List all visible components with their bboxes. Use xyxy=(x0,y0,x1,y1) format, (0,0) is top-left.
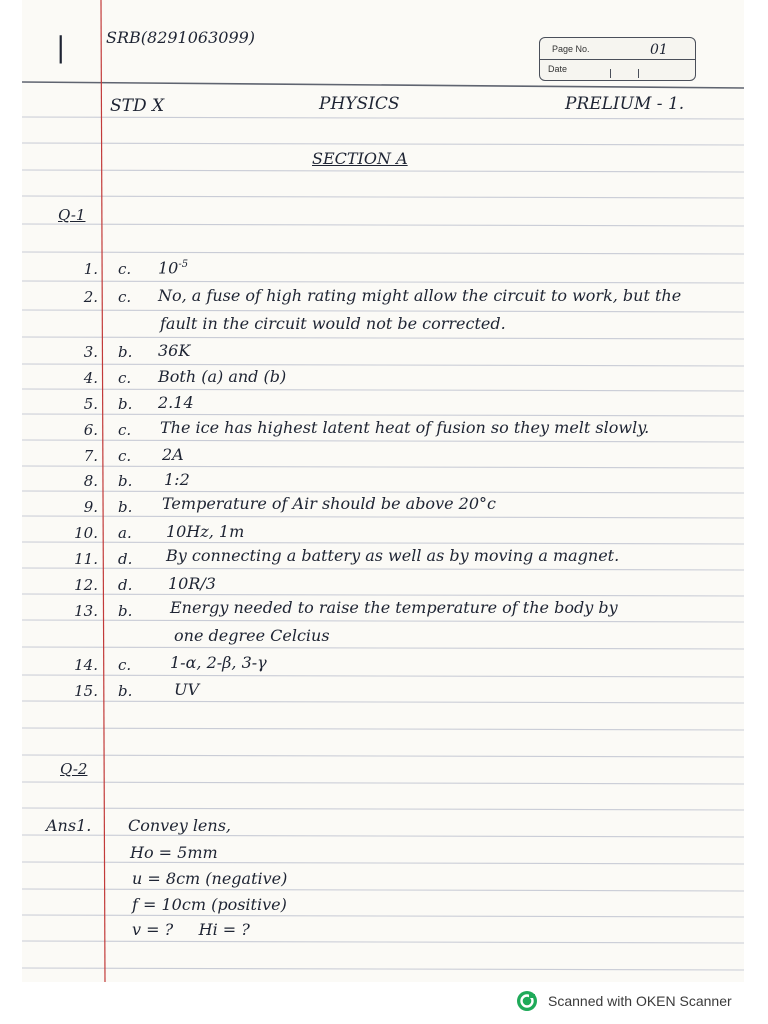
answer-option: d. xyxy=(118,550,133,568)
answer-text: 2.14 xyxy=(158,393,194,412)
answer-text: Energy needed to raise the temperature of the body by xyxy=(170,598,618,617)
answer-option: b. xyxy=(118,395,133,413)
answer-option: b. xyxy=(118,498,133,516)
answer-text-continued: fault in the circuit would not be corrected. xyxy=(160,314,506,333)
scanner-watermark xyxy=(516,990,732,1012)
page-no-value: 01 xyxy=(650,42,668,58)
answer-option: d. xyxy=(118,576,133,594)
answer-text: Both (a) and (b) xyxy=(158,367,287,386)
answer-option: b. xyxy=(118,472,133,490)
answer-option: a. xyxy=(118,524,132,542)
answer-exponent: -5 xyxy=(178,259,189,270)
answer-text: Temperature of Air should be above 20°c xyxy=(162,494,496,513)
answer-text: 1:2 xyxy=(164,470,190,489)
answer-number: 1. xyxy=(83,260,98,278)
exam-label: PRELIUM - 1. xyxy=(565,94,685,114)
answer-text: UV xyxy=(174,680,200,699)
answer-number: 7. xyxy=(83,447,98,465)
answer-option: c. xyxy=(118,288,132,306)
working-line: v = ? Hi = ? xyxy=(132,920,250,939)
answer-number: 8. xyxy=(83,472,98,490)
subject-label: PHYSICS xyxy=(319,94,400,114)
answer-text: 36K xyxy=(158,341,191,360)
answer-number: 10. xyxy=(74,524,98,542)
answer-number: 2. xyxy=(83,288,98,306)
answer-number: 15. xyxy=(74,682,98,700)
answer-number: 12. xyxy=(74,576,98,594)
answer-option: c. xyxy=(118,447,132,465)
answer-option: c. xyxy=(118,369,132,387)
answer-number: 11. xyxy=(74,550,98,568)
answer-text: The ice has highest latent heat of fusion so they melt slowly. xyxy=(160,418,650,437)
answer-text: 1-α, 2-β, 3-γ xyxy=(170,653,267,672)
answer-text-continued: one degree Celcius xyxy=(174,626,330,645)
answer-option: c. xyxy=(118,260,132,278)
answer-number: 5. xyxy=(83,395,98,413)
answer-number: 3. xyxy=(83,343,98,361)
working-line: Ho = 5mm xyxy=(130,843,218,862)
answer-option: b. xyxy=(118,682,133,700)
margin-tick-mark: | xyxy=(56,31,66,64)
answer-number: 9. xyxy=(83,498,98,516)
answer-number: 6. xyxy=(83,421,98,439)
answer-option: b. xyxy=(118,343,133,361)
q1-label: Q-1 xyxy=(58,206,86,224)
answer-option: b. xyxy=(118,602,133,620)
section-title: SECTION A xyxy=(312,149,408,168)
answer-text: No, a fuse of high rating might allow the circuit to work, but the xyxy=(158,286,682,305)
answer-text: $10^{-5}$ xyxy=(158,258,189,278)
answer-option: c. xyxy=(118,656,132,674)
answer-number: 4. xyxy=(83,369,98,387)
answer-text: 10Hz, 1m xyxy=(166,522,245,541)
answer-text: By connecting a battery as well as by moving a magnet. xyxy=(166,546,620,565)
answer-text: 2A xyxy=(162,445,184,464)
serial-number: SRB(8291063099) xyxy=(106,28,256,47)
working-line: Convey lens, xyxy=(128,816,231,835)
answer-number: 13. xyxy=(74,602,98,620)
notebook-page xyxy=(22,0,744,982)
date-label: Date xyxy=(548,64,568,74)
std-label: STD X xyxy=(110,96,165,116)
page-no-label: Page No. xyxy=(552,44,590,54)
working-line: u = 8cm (negative) xyxy=(132,869,288,888)
scanner-watermark-text: Scanned with OKEN Scanner xyxy=(548,993,732,1009)
answer-option: c. xyxy=(118,421,132,439)
answer-number: 14. xyxy=(74,656,98,674)
ans1-label: Ans1. xyxy=(46,816,92,835)
page-number-box xyxy=(539,37,696,81)
oken-logo-icon xyxy=(516,990,538,1012)
q2-label: Q-2 xyxy=(60,760,88,778)
working-line: f = 10cm (positive) xyxy=(132,895,287,914)
answer-text: 10R/3 xyxy=(168,574,216,593)
